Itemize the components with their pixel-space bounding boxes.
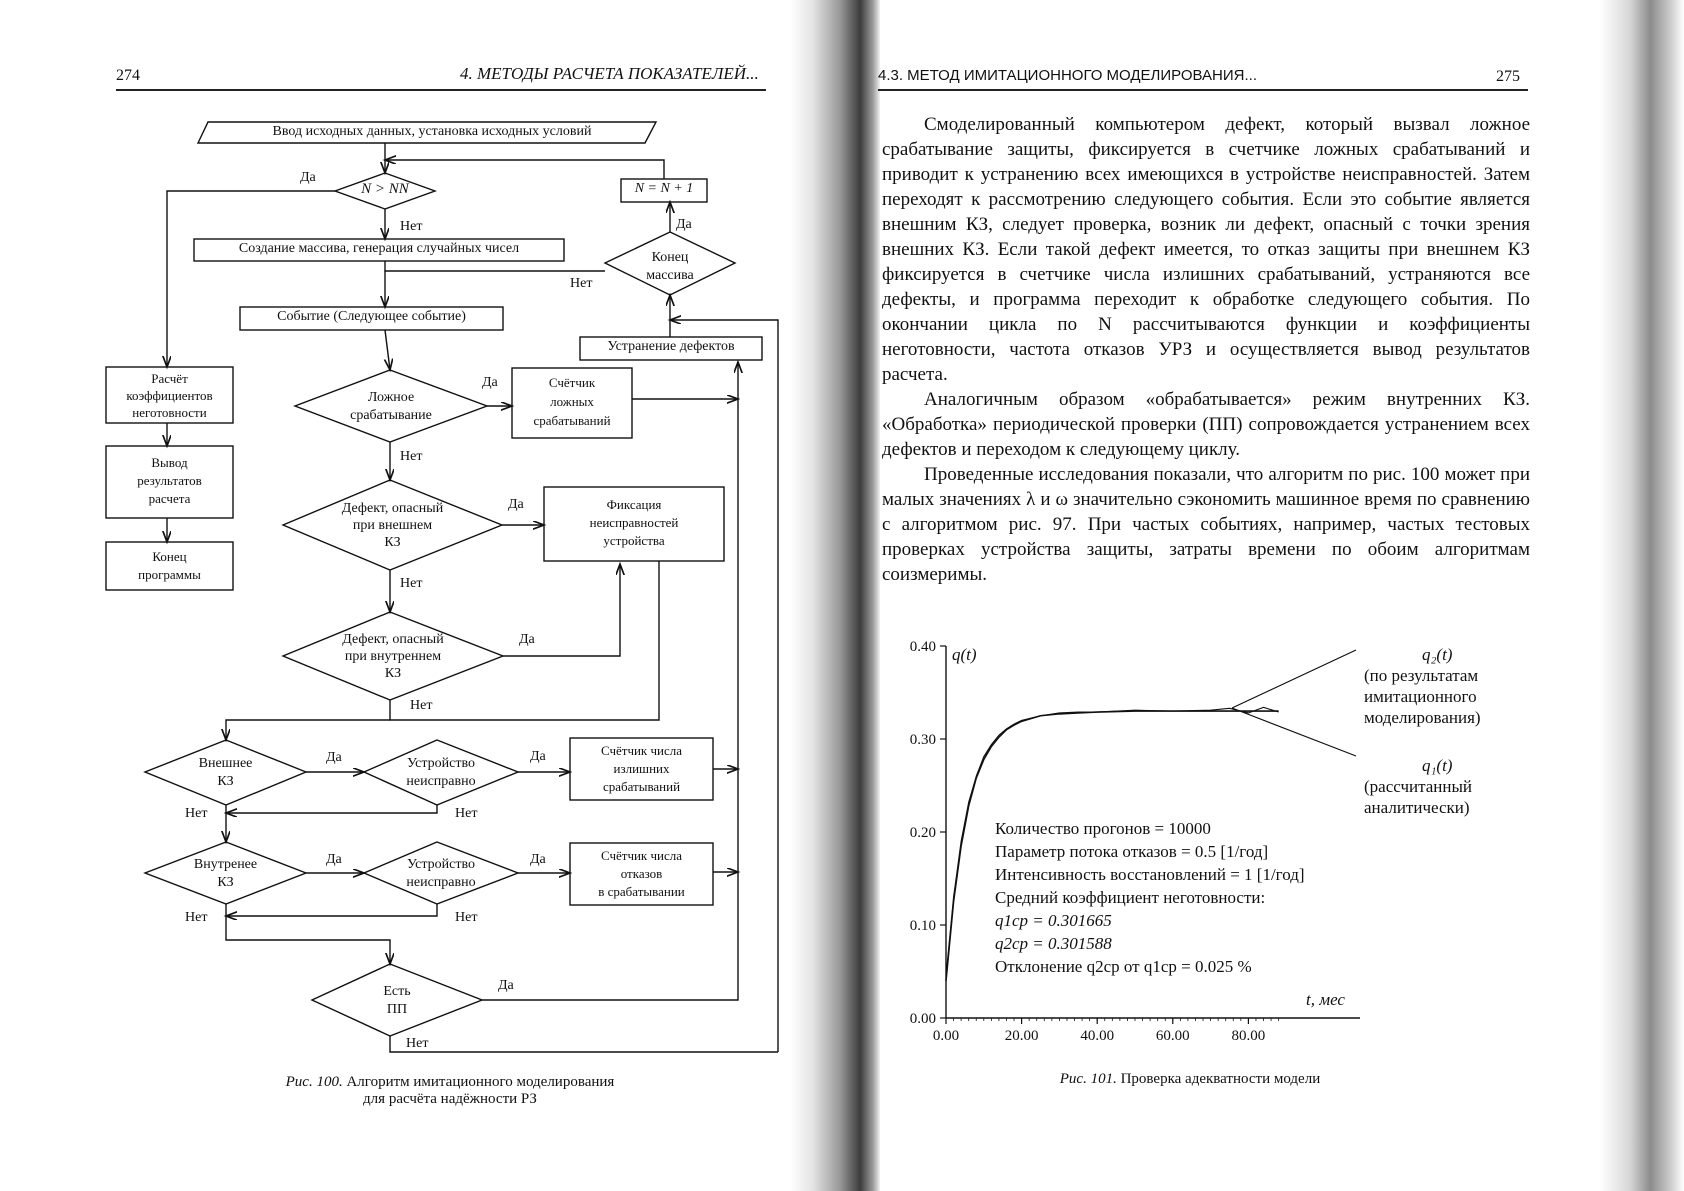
q1-note: аналитически) — [1364, 798, 1470, 817]
q1-label: q₁(t) — [1422, 756, 1453, 775]
paragraph: Смоделированный компьютером дефект, который вызвал ложное срабатывание защиты, фиксируется в счетчике ложных срабатываний и приводит к устранению всех имеющихся в устройстве неисправностей. Затем переходят к рассмотрению следующего события. Если это событие является внешним КЗ, следует проверка, возник ли дефект, опасный с точки зрения внешних КЗ. Если такой дефект имеется, то отказ защиты при внешнем КЗ фиксируется в счетчике числа излишних срабатываний, устраняются все дефекты, и программа переходит к обработке следующего события. По окончании цикла по N рассчитываются функции и коэффициенты неготовности, частота отказов УРЗ и осуществляется вывод результатов расчета. — [882, 114, 1530, 385]
no-label: Нет — [400, 576, 423, 591]
left-page — [0, 0, 800, 1191]
no-label: Нет — [406, 1036, 429, 1051]
n-inc-label: N = N + 1 — [634, 181, 694, 196]
fix-fault-label: Фиксация неисправностей устройства — [589, 497, 679, 548]
x-tick-label: 60.00 — [1155, 1028, 1190, 1044]
q2-label: q₂(t) — [1422, 645, 1453, 664]
calc-coef-label: Расчёт коэффициентов неготовности — [126, 371, 213, 420]
q2-note: (по результатам — [1364, 666, 1479, 685]
y-tick-label: 0.40 — [909, 639, 936, 655]
caption-number: Рис. 100. — [285, 1074, 343, 1090]
end-prog-label: Конец программы — [138, 549, 201, 582]
output-label: Вывод результатов расчета — [137, 455, 202, 506]
q2-note: моделирования) — [1364, 708, 1481, 727]
q2-annotation — [1364, 644, 1504, 728]
figure-100-caption — [220, 1074, 680, 1108]
yes-label: Да — [482, 375, 498, 390]
yes-label: Да — [530, 749, 546, 764]
false-counter-label: Счётчик ложных срабатываний — [533, 375, 611, 428]
x-tick-label: 80.00 — [1231, 1028, 1266, 1044]
yes-label: Да — [300, 170, 316, 185]
caption-line-1: Алгоритм имитационного моделирования — [346, 1074, 615, 1090]
dev-faulty-2-label: Устройство неисправно — [406, 857, 476, 890]
annotation-pointers — [1232, 650, 1356, 756]
caption-line-2: для расчёта надёжности РЗ — [363, 1091, 537, 1107]
page-number-right: 275 — [1496, 68, 1520, 85]
adequacy-chart — [860, 0, 1684, 1191]
x-tick-label: 0.00 — [932, 1028, 960, 1044]
yes-label: Да — [530, 852, 546, 867]
yes-label: Да — [508, 497, 524, 512]
false-trip-label: Ложное срабатывание — [350, 390, 432, 423]
event-label: Событие (Следующее событие) — [277, 309, 466, 324]
int-defect-label: Дефект, опасный при внутреннем КЗ — [342, 632, 444, 681]
stat-restore-rate: Интенсивность восстановлений = 1 [1/год] — [995, 865, 1305, 884]
no-label: Нет — [455, 910, 478, 925]
dev-faulty-1-label: Устройство неисправно — [406, 756, 476, 789]
ext-sc-label: Внешнее КЗ — [198, 756, 253, 789]
no-label: Нет — [570, 276, 593, 291]
stat-avg-coef: Средний коэффициент неготовности: — [995, 888, 1266, 907]
running-head-right: 4.3. МЕТОД ИМИТАЦИОННОГО МОДЕЛИРОВАНИЯ... — [878, 67, 1257, 84]
x-tick-label: 40.00 — [1080, 1028, 1115, 1044]
yes-label: Да — [676, 217, 692, 232]
y-tick-label: 0.20 — [909, 825, 936, 841]
yes-label: Да — [326, 852, 342, 867]
q1-annotation — [1364, 755, 1504, 818]
caption-text: Проверка адекватности модели — [1120, 1071, 1321, 1087]
y-tick-label: 0.00 — [909, 1011, 936, 1027]
int-sc-label: Внутренее КЗ — [193, 857, 258, 890]
remove-defects-label: Устранение дефектов — [607, 339, 735, 354]
no-label: Нет — [400, 449, 423, 464]
cond-n-label: N > NN — [361, 181, 409, 197]
create-array-label: Создание массива, генерация случайных чисел — [238, 241, 520, 256]
stat-q2cp: q2ср = 0.301588 — [995, 934, 1112, 953]
y-axis-label: q(t) — [952, 645, 977, 664]
no-label: Нет — [185, 806, 208, 821]
yes-label: Да — [326, 750, 342, 765]
end-array-label: Конец массива — [646, 250, 694, 283]
pp-label: Есть ПП — [383, 984, 411, 1017]
y-tick-label: 0.10 — [909, 918, 936, 934]
q2-note: имитационного — [1364, 687, 1477, 706]
no-label: Нет — [410, 698, 433, 713]
paragraph: Проведенные исследования показали, что алгоритм по рис. 100 может при малых значениях λ и ω значительно сэкономить машинное время по сравнению с алгоритмом рис. 97. При частых событиях, например, частых тестовых проверках устройства защиты, затраты времени по обоим алгоритмам соизмеримы. — [882, 464, 1530, 585]
q1-note: (рассчитанный — [1364, 777, 1473, 796]
stat-q1cp: q1ср = 0.301665 — [995, 911, 1112, 930]
no-label: Нет — [400, 219, 423, 234]
paragraph: Аналогичным образом «обрабатывается» режим внутренних КЗ. «Обработка» периодической проверки (ПП) сопровождается устранением всех дефектов и переходом к следующему циклу. — [882, 389, 1530, 460]
yes-label: Да — [519, 632, 535, 647]
ext-defect-label: Дефект, опасный при внешнем КЗ — [341, 501, 444, 550]
page-number-left: 274 — [116, 67, 140, 84]
y-tick-label: 0.30 — [909, 732, 936, 748]
stat-failure-rate: Параметр потока отказов = 0.5 [1/год] — [995, 842, 1269, 861]
stat-runs: Количество прогонов = 10000 — [995, 819, 1211, 838]
stat-deviation: Отклонение q2ср от q1ср = 0.025 % — [995, 957, 1252, 976]
no-label: Нет — [185, 910, 208, 925]
input-label: Ввод исходных данных, установка исходных условий — [272, 124, 592, 139]
running-head-left: 4. МЕТОДЫ РАСЧЕТА ПОКАЗАТЕЛЕЙ... — [460, 64, 759, 83]
x-axis-label: t, мес — [1306, 990, 1345, 1009]
refusal-counter-label: Счётчик числа отказов в срабатывании — [598, 848, 685, 899]
no-label: Нет — [455, 806, 478, 821]
figure-101-caption — [1020, 1071, 1360, 1088]
right-page — [860, 0, 1684, 1191]
x-tick-label: 20.00 — [1004, 1028, 1039, 1044]
caption-number: Рис. 101. — [1059, 1071, 1117, 1087]
yes-label: Да — [498, 978, 514, 993]
excess-counter-label: Счётчик числа излишних срабатываний — [600, 743, 683, 794]
